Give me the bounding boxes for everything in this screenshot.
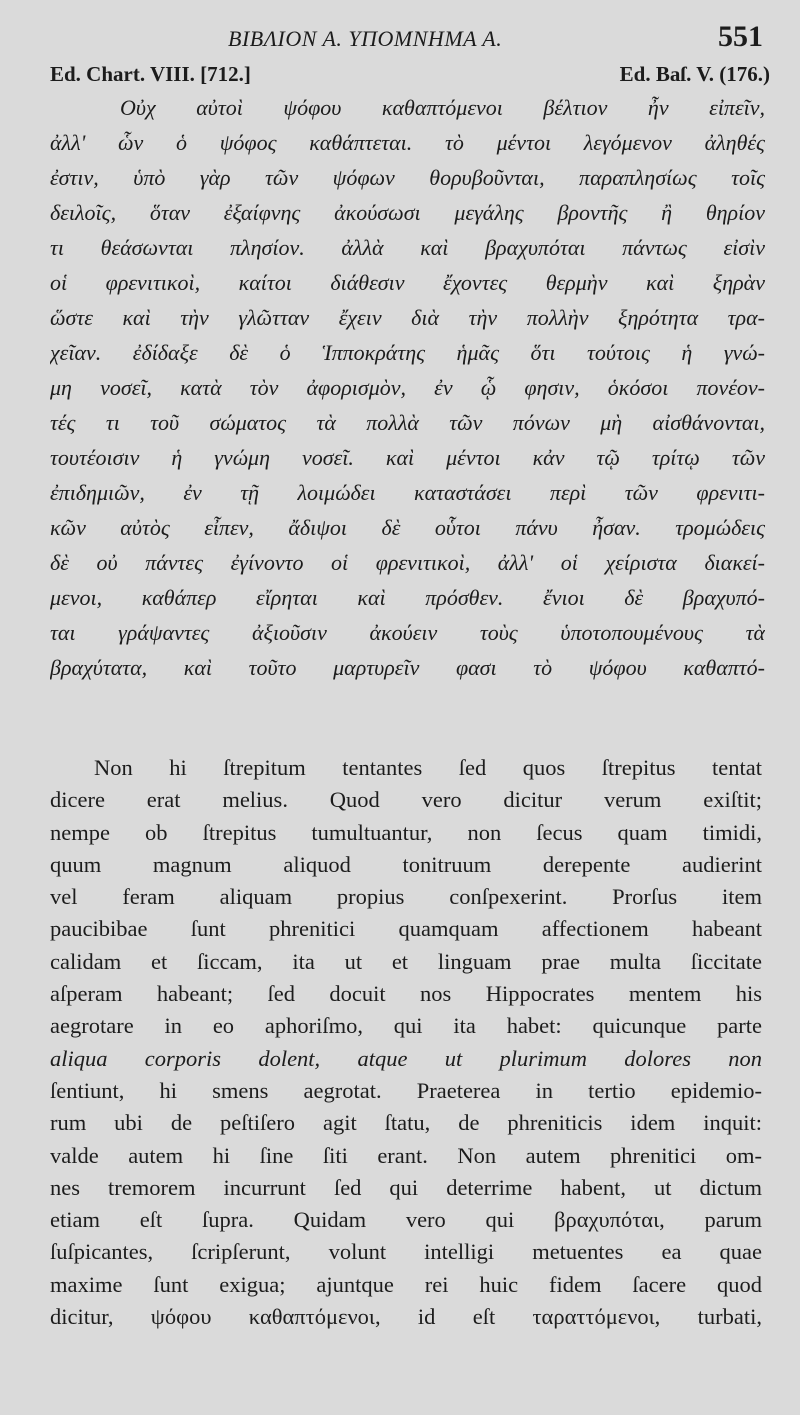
latin-text-line: calidam et ſiccam, ita ut et linguam prae multa ſiccitate [50,948,762,974]
greek-text-line: βραχύτατα, καὶ τοῦτο μαρτυρεῖν φασι τὸ ψόφου καθαπτό- [50,655,765,680]
greek-text-block [50,90,765,685]
latin-text-line: maxime ſunt exigua; ajuntque rei huic fidem ſacere quod [50,1271,762,1297]
greek-text-line: Οὐχ αὐτοὶ ψόφου καθαπτόμενοι βέλτιον ἦν εἰπεῖν, [120,95,765,120]
greek-text-line: δειλοῖς, ὅταν ἐξαίφνης ἀκούσωσι μεγάλης βροντῆς ἢ θηρίον [50,200,765,225]
greek-text-line: μενοι, καθάπερ εἴρηται καὶ πρόσθεν. ἔνιοι δὲ βραχυπό- [50,585,765,610]
greek-text-line: τές τι τοῦ σώματος τὰ πολλὰ τῶν πόνων μὴ αἰσθάνονται, [50,410,765,435]
running-title: ΒΙΒΛΙΟΝ Α. ΥΠΟΜΝΗΜΑ Α. [228,26,503,51]
edition-reference-basel: Ed. Baſ. V. (176.) [619,62,770,86]
greek-text-line: ἐπιδημιῶν, ἐν τῇ λοιμώδει καταστάσει περὶ τῶν φρενιτι- [50,480,765,505]
edition-reference-chartier: Ed. Chart. VIII. [712.] [50,62,251,86]
greek-text-line: ται γράψαντες ἀξιοῦσιν ἀκούειν τοὺς ὑποτοπουμένους τὰ [50,620,765,645]
page-number: 551 [718,20,763,53]
latin-text-line: nes tremorem incurrunt ſed qui deterrime habent, ut dictum [50,1174,762,1200]
greek-text-line: δὲ οὐ πάντες ἐγίνοντο οἱ φρενιτικοὶ, ἀλλ' οἱ χείριστα διακεί- [50,550,765,575]
latin-text-line: rum ubi de peſtiſero agit ſtatu, de phreniticis idem inquit: [50,1110,762,1136]
edition-reference-line [50,62,770,92]
greek-text-line: χεῖαν. ἐδίδαξε δὲ ὁ Ἱπποκράτης ἡμᾶς ὅτι τούτοις ἡ γνώ- [50,340,765,365]
latin-text-line: nempe ob ſtrepitus tumultuantur, non ſecus quam timidi, [50,819,762,845]
latin-text-line: dicere erat melius. Quod vero dicitur verum exiſtit; [50,787,762,813]
latin-text-line: Non hi ſtrepitum tentantes ſed quos ſtrepitus tentat [94,755,762,780]
running-head [0,20,800,60]
latin-text-block [50,752,762,1333]
latin-text-line: vel feram aliquam propius conſpexerint. Prorſus item [50,884,762,910]
greek-text-line: οἱ φρενιτικοὶ, καίτοι διάθεσιν ἔχοντες θερμὴν καὶ ξηρὰν [50,270,765,295]
latin-text-line: valde autem hi ſine ſiti erant. Non autem phrenitici om- [50,1142,762,1168]
greek-text-line: τι θεάσωνται πλησίον. ἀλλὰ καὶ βραχυπόται πάντως εἰσὶν [50,235,765,260]
latin-text-line: dicitur, ψόφου καθαπτόμενοι, id eſt ταραττόμενοι, turbati, [50,1304,762,1330]
latin-text-line: etiam eſt ſupra. Quidam vero qui βραχυπόται, parum [50,1207,762,1233]
latin-text-line: paucibibae ſunt phrenitici quamquam affectionem habeant [50,916,762,942]
latin-text-line: aliqua corporis dolent, atque ut plurimum dolores non [50,1045,762,1071]
greek-text-line: μη νοσεῖ, κατὰ τὸν ἀφορισμὸν, ἐν ᾧ φησιν, ὁκόσοι πονέον- [50,375,765,400]
greek-text-line: ἐστιν, ὑπὸ γὰρ τῶν ψόφων θορυβοῦνται, παραπλησίως τοῖς [50,165,765,190]
greek-text-line: ἀλλ' ὧν ὁ ψόφος καθάπτεται. τὸ μέντοι λεγόμενον ἀληθές [50,130,765,155]
latin-text-line: aegrotare in eo aphoriſmo, qui ita habet: quicunque parte [50,1013,762,1039]
latin-text-line: ſentiunt, hi smens aegrotat. Praeterea in tertio epidemio- [50,1077,762,1103]
latin-text-line: quum magnum aliquod tonitruum derepente audierint [50,851,762,877]
latin-text-line: aſperam habeant; ſed docuit nos Hippocrates mentem his [50,981,762,1007]
greek-text-line: τουτέοισιν ἡ γνώμη νοσεῖ. καὶ μέντοι κἀν τῷ τρίτῳ τῶν [50,445,765,470]
latin-text-line: ſuſpicantes, ſcripſerunt, volunt intelligi metuentes ea quae [50,1239,762,1265]
greek-text-line: ὥστε καὶ τὴν γλῶτταν ἔχειν διὰ τὴν πολλὴν ξηρότητα τρα- [50,305,765,330]
greek-text-line: κῶν αὐτὸς εἶπεν, ἄδιψοι δὲ οὗτοι πάνυ ἦσαν. τρομώδεις [50,515,765,540]
